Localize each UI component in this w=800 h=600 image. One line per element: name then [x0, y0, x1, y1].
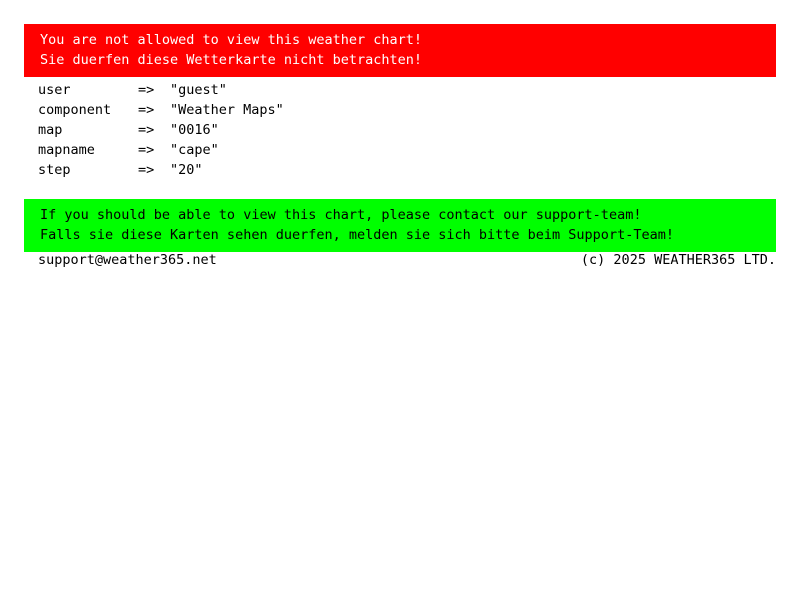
error-message-en: You are not allowed to view this weather chart!: [40, 32, 423, 48]
param-value: "Weather Maps": [170, 102, 284, 118]
param-arrow: =>: [138, 162, 155, 178]
footer: [38, 250, 776, 270]
table-row: [38, 80, 284, 100]
param-value: "cape": [170, 142, 219, 158]
table-row: [38, 100, 284, 120]
param-key: step: [38, 162, 71, 178]
request-parameters-table: [38, 80, 284, 180]
error-message-de: Sie duerfen diese Wetterkarte nicht betrachten!: [40, 52, 423, 68]
param-key: user: [38, 82, 71, 98]
error-banner: [24, 24, 776, 77]
table-row: [38, 120, 284, 140]
param-arrow: =>: [138, 82, 155, 98]
table-row: [38, 160, 284, 180]
param-arrow: =>: [138, 122, 155, 138]
support-message-en: If you should be able to view this chart, please contact our support-team!: [40, 207, 642, 223]
param-key: mapname: [38, 142, 95, 158]
support-email-link[interactable]: support@weather365.net: [38, 252, 217, 268]
copyright-text: (c) 2025 WEATHER365 LTD.: [580, 252, 776, 268]
param-value: "guest": [170, 82, 227, 98]
support-banner: [24, 199, 776, 252]
param-value: "20": [170, 162, 203, 178]
table-row: [38, 140, 284, 160]
param-value: "0016": [170, 122, 219, 138]
param-key: component: [38, 102, 112, 118]
param-arrow: =>: [138, 102, 155, 118]
param-arrow: =>: [138, 142, 155, 158]
support-message-de: Falls sie diese Karten sehen duerfen, melden sie sich bitte beim Support-Team!: [40, 227, 674, 243]
param-key: map: [38, 122, 63, 138]
